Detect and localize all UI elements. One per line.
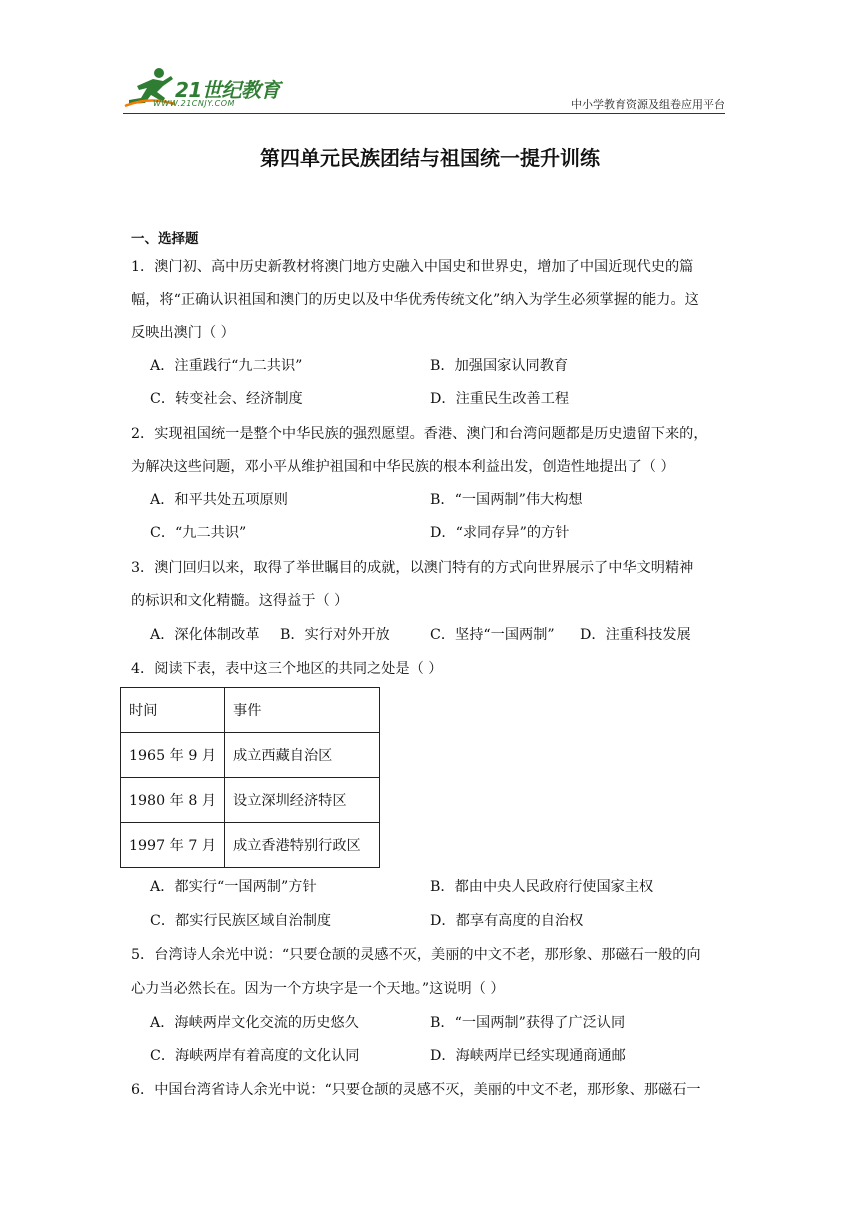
q2-option-a[interactable]: A．和平共处五项原则 xyxy=(150,492,288,508)
question-1-line: 幅，将“正确认识祖国和澳门的历史以及中华优秀传统文化”纳入为学生必须掌握的能力。这 xyxy=(131,292,699,308)
question-5-line: 心力当必然长在。因为一个方块字是一个天地。”这说明（ ） xyxy=(131,981,505,997)
q3-option-c[interactable]: C．坚持“一国两制” xyxy=(430,627,555,643)
q5-option-a[interactable]: A．海峡两岸文化交流的历史悠久 xyxy=(150,1015,359,1031)
logo-main-text: 21世纪教育 xyxy=(175,78,280,102)
question-2-line: 2．实现祖国统一是整个中华民族的强烈愿望。香港、澳门和台湾问题都是历史遗留下来的， xyxy=(131,426,708,442)
page-title: 第四单元民族团结与祖国统一提升训练 xyxy=(260,146,600,170)
q3-option-a[interactable]: A．深化体制改革 xyxy=(150,627,260,643)
table-cell: 1965 年 9 月 xyxy=(121,733,225,778)
table-cell: 1997 年 7 月 xyxy=(121,823,225,868)
logo xyxy=(123,66,293,112)
q1-option-c[interactable]: C．转变社会、经济制度 xyxy=(150,391,303,407)
question-3-line: 的标识和文化精髓。这得益于（ ） xyxy=(131,593,349,609)
table-header-row xyxy=(121,688,380,733)
table-row xyxy=(121,778,380,823)
q1-option-a[interactable]: A．注重践行“九二共识” xyxy=(150,358,303,374)
question-4-line: 4．阅读下表，表中这三个地区的共同之处是（ ） xyxy=(131,661,443,677)
question-1-line: 反映出澳门（ ） xyxy=(131,325,235,341)
header-divider xyxy=(123,113,725,114)
q1-option-d[interactable]: D．注重民生改善工程 xyxy=(430,391,570,407)
q4-option-b[interactable]: B．都由中央人民政府行使国家主权 xyxy=(430,879,654,895)
q2-option-b[interactable]: B．“一国两制”伟大构想 xyxy=(430,492,583,508)
q5-option-d[interactable]: D．海峡两岸已经实现通商通邮 xyxy=(430,1048,626,1064)
question-6-line: 6．中国台湾省诗人余光中说：“只要仓颉的灵感不灭，美丽的中文不老，那形象、那磁石一 xyxy=(131,1082,701,1098)
table-header-cell: 时间 xyxy=(121,688,225,733)
platform-text: 中小学教育资源及组卷应用平台 xyxy=(571,98,725,111)
table-cell: 成立西藏自治区 xyxy=(225,733,380,778)
table-cell: 1980 年 8 月 xyxy=(121,778,225,823)
question-1-line: 1．澳门初、高中历史新教材将澳门地方史融入中国史和世界史，增加了中国近现代史的篇 xyxy=(131,259,694,275)
table-cell: 成立香港特别行政区 xyxy=(225,823,380,868)
q4-option-a[interactable]: A．都实行“一国两制”方针 xyxy=(150,879,317,895)
table-header-cell: 事件 xyxy=(225,688,380,733)
logo-sub-text: WWW.21CNJY.COM xyxy=(153,99,235,108)
q5-option-b[interactable]: B．“一国两制”获得了广泛认同 xyxy=(430,1015,626,1031)
table-row xyxy=(121,823,380,868)
section-heading: 一、选择题 xyxy=(131,231,199,247)
q1-option-b[interactable]: B．加强国家认同教育 xyxy=(430,358,569,374)
q2-option-d[interactable]: D．“求同存异”的方针 xyxy=(430,525,570,541)
q3-option-d[interactable]: D．注重科技发展 xyxy=(580,627,691,643)
q5-option-c[interactable]: C．海峡两岸有着高度的文化认同 xyxy=(150,1048,360,1064)
q4-option-c[interactable]: C．都实行民族区域自治制度 xyxy=(150,913,332,929)
table-row xyxy=(121,733,380,778)
q3-option-b[interactable]: B．实行对外开放 xyxy=(280,627,390,643)
events-table xyxy=(120,687,380,868)
question-5-line: 5．台湾诗人余光中说：“只要仓颉的灵感不灭，美丽的中文不老，那形象、那磁石一般的向 xyxy=(131,947,701,963)
page-header xyxy=(123,66,725,116)
q2-option-c[interactable]: C．“九二共识” xyxy=(150,525,247,541)
question-2-line: 为解决这些问题，邓小平从维护祖国和中华民族的根本利益出发，创造性地提出了（ ） xyxy=(131,459,675,475)
q4-option-d[interactable]: D．都享有高度的自治权 xyxy=(430,913,584,929)
table-cell: 设立深圳经济特区 xyxy=(225,778,380,823)
question-3-line: 3．澳门回归以来，取得了举世瞩目的成就，以澳门特有的方式向世界展示了中华文明精神 xyxy=(131,560,694,576)
